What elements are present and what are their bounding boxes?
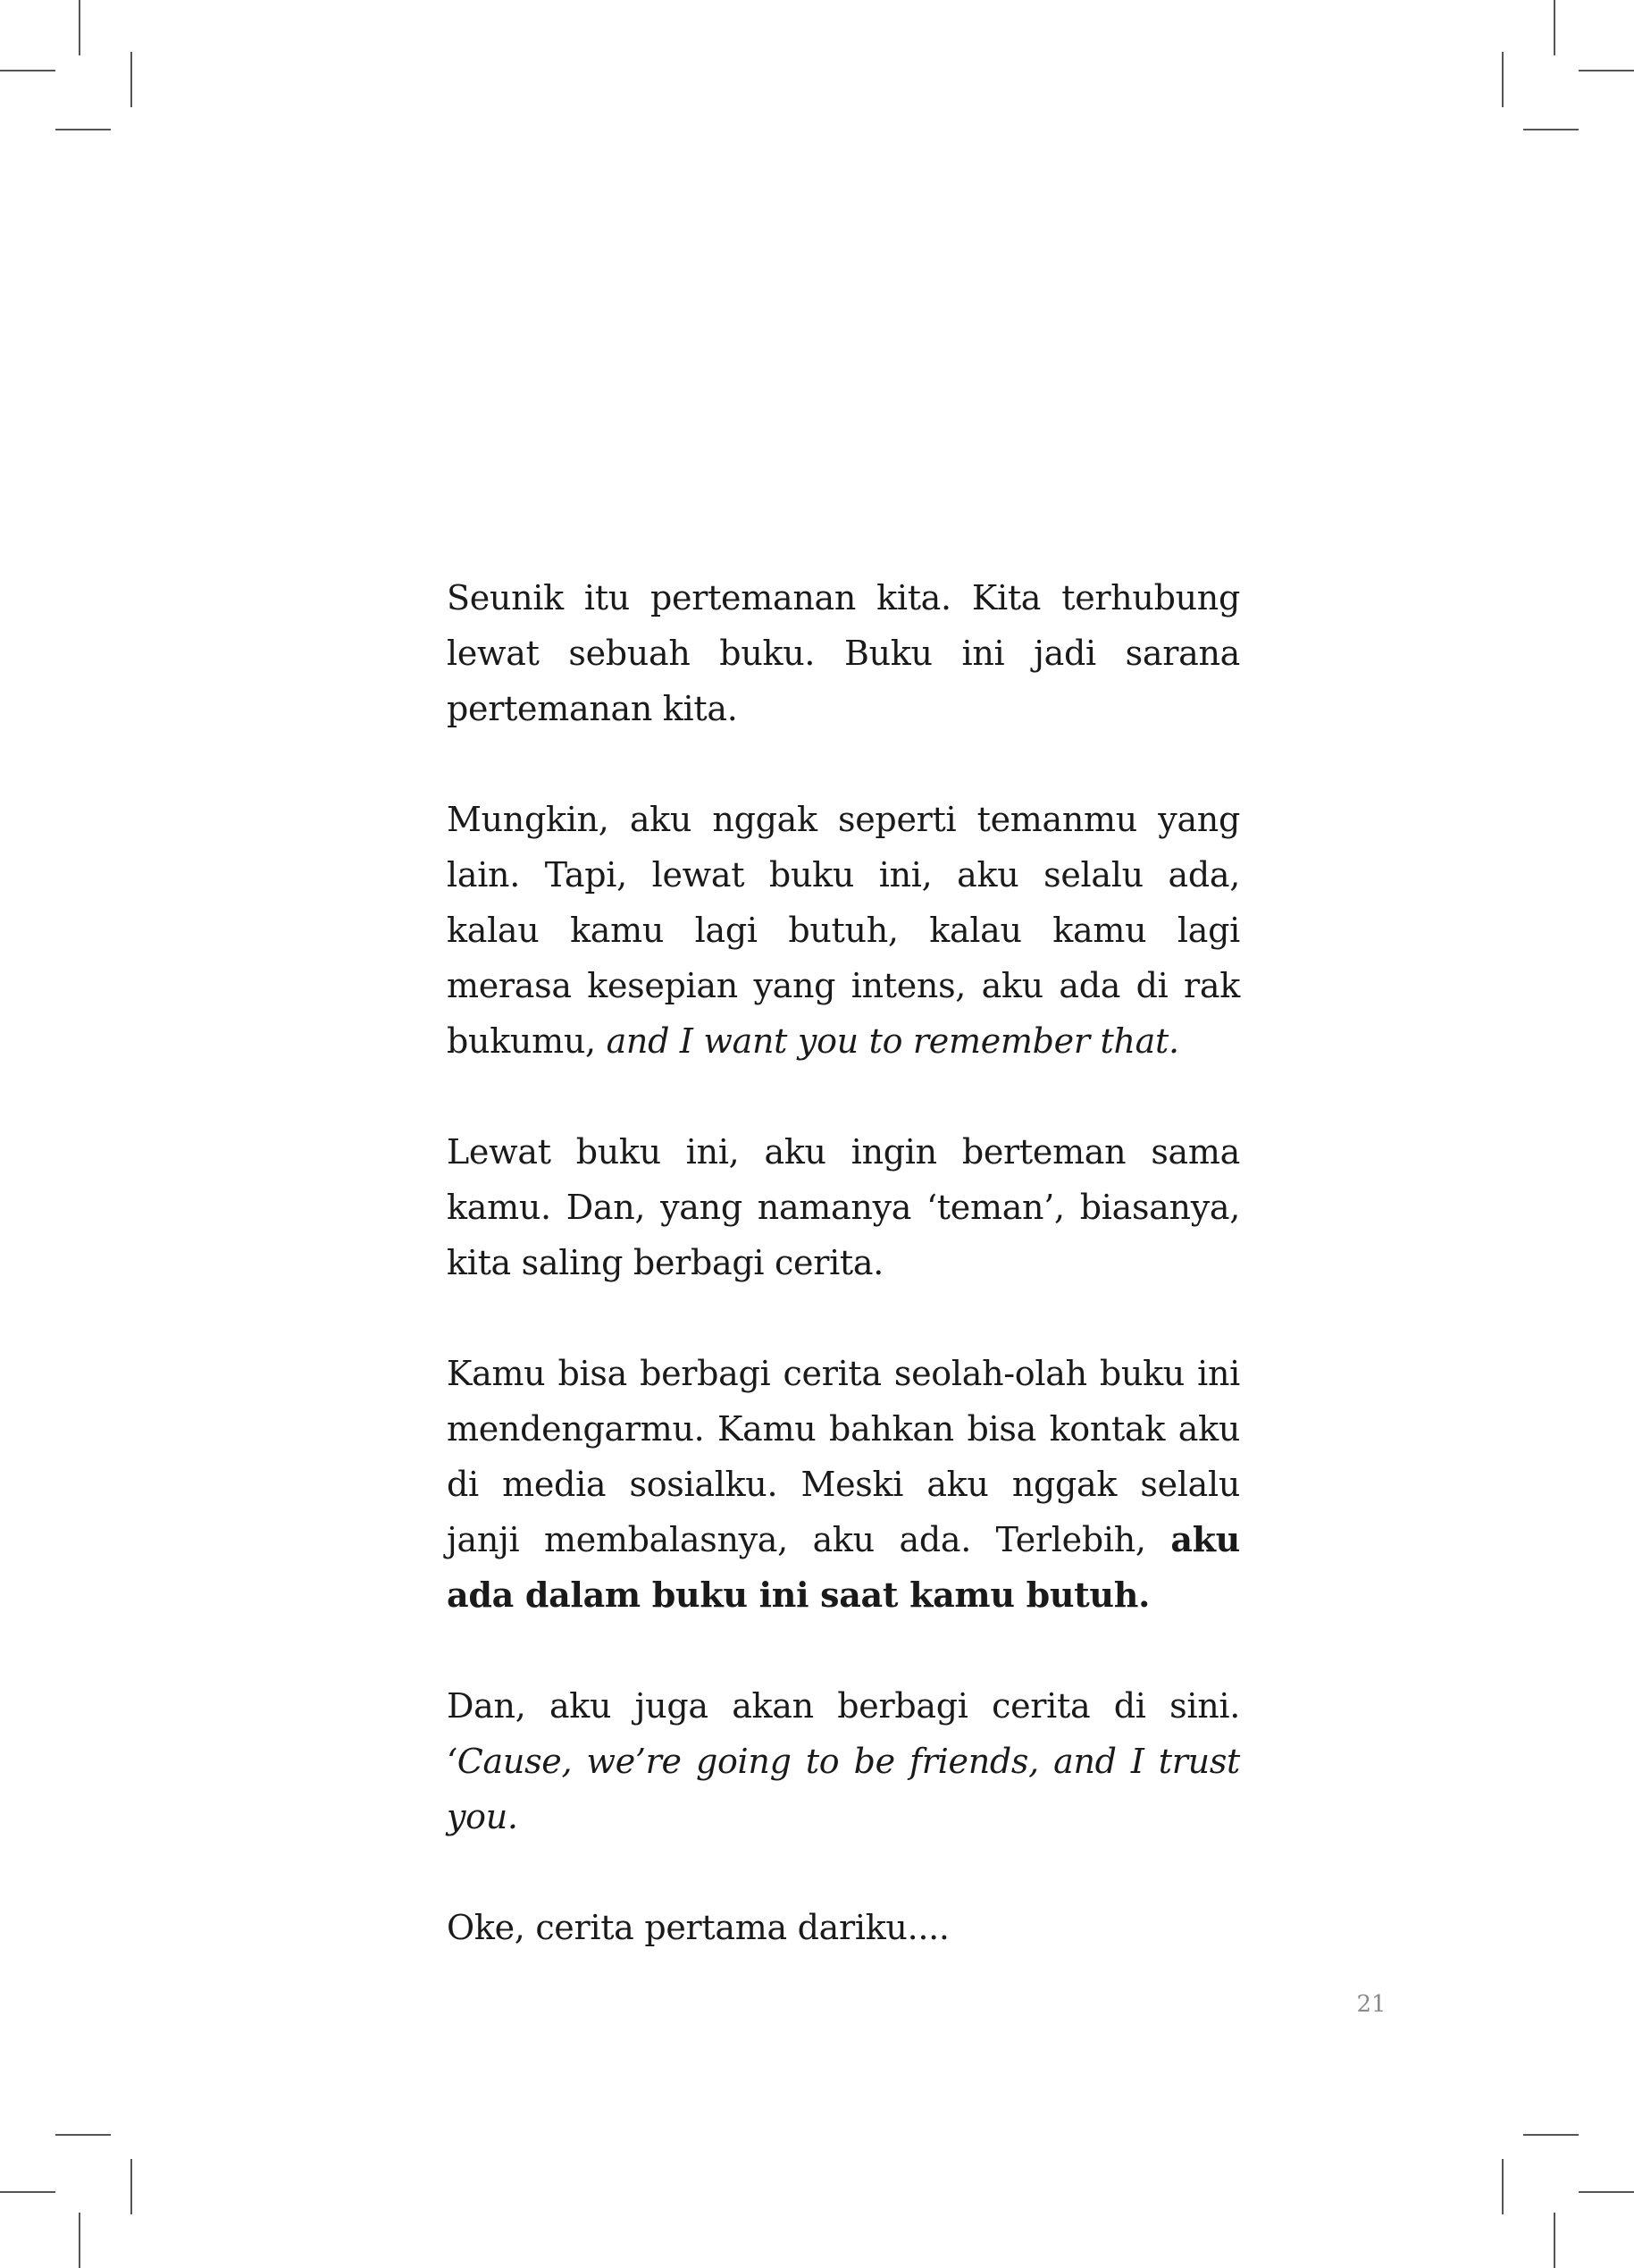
crop-mark bbox=[1554, 0, 1555, 55]
paragraph-5-text: Dan, aku juga akan berbagi cerita di sini. bbox=[447, 1686, 1240, 1726]
crop-mark bbox=[1502, 2159, 1504, 2214]
crop-mark bbox=[1502, 52, 1504, 107]
body-text bbox=[447, 570, 1240, 2011]
paragraph-4 bbox=[447, 1346, 1240, 1623]
paragraph-5 bbox=[447, 1678, 1240, 1844]
page-number: 21 bbox=[1356, 1991, 1387, 2018]
paragraph-4-bold: aku ada dalam buku ini saat kamu butuh. bbox=[447, 1519, 1240, 1615]
paragraph-3: Lewat buku ini, aku ingin berteman sama kamu. Dan, yang namanya ‘teman’, biasanya, kita saling berbagi cerita. bbox=[447, 1132, 1240, 1282]
crop-mark bbox=[0, 70, 55, 71]
crop-mark bbox=[130, 52, 132, 107]
crop-mark bbox=[55, 2134, 111, 2136]
paragraph-1: Seunik itu pertemanan kita. Kita terhubung lewat sebuah buku. Buku ini jadi sarana pertemanan kita. bbox=[447, 578, 1240, 728]
paragraph-2 bbox=[447, 792, 1240, 1069]
crop-mark bbox=[79, 2213, 80, 2268]
crop-mark bbox=[0, 2191, 55, 2193]
paragraph-5-italic: ‘Cause, we’re going to be friends, and I trust you. bbox=[447, 1742, 1240, 1836]
crop-mark bbox=[1579, 2191, 1634, 2193]
paragraph-6: Oke, cerita pertama dariku.... bbox=[447, 1908, 950, 1947]
paragraph-4-text: Kamu bisa berbagi cerita seolah-olah buku ini mendengarmu. Kamu bahkan bisa kontak aku di media sosialku. Meski aku nggak selalu janji membalasnya, aku ada. Terlebih, bbox=[447, 1354, 1240, 1559]
crop-mark bbox=[1523, 2134, 1579, 2136]
crop-mark bbox=[55, 129, 111, 130]
crop-mark bbox=[79, 0, 80, 55]
crop-mark bbox=[1579, 70, 1634, 71]
crop-mark bbox=[1554, 2213, 1555, 2268]
paragraph-2-text: Mungkin, aku nggak seperti temanmu yang lain. Tapi, lewat buku ini, aku selalu ada, kalau kamu lagi butuh, kalau kamu lagi merasa kesepian yang intens, aku ada di rak bukumu, bbox=[447, 800, 1240, 1061]
crop-mark bbox=[130, 2159, 132, 2214]
paragraph-2-italic: and I want you to remember that. bbox=[606, 1021, 1179, 1061]
crop-mark bbox=[1523, 129, 1579, 130]
